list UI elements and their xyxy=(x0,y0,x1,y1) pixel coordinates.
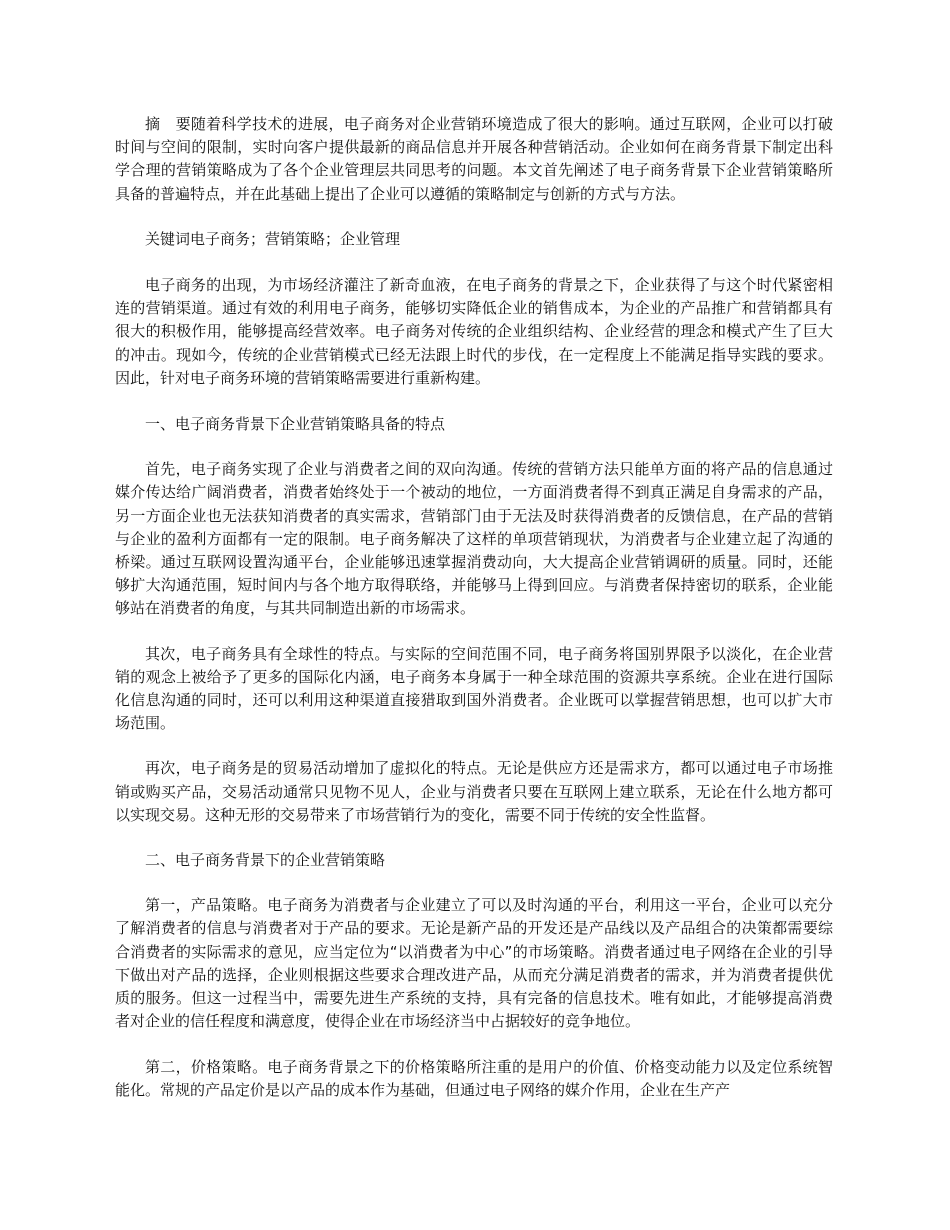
body-paragraph-3: 再次，电子商务是的贸易活动增加了虚拟化的特点。无论是供应方还是需求方，都可以通过电子市场推销或购买产品，交易活动通常只见物不见人，企业与消费者只要在互联网上建立联系，无论在什么地方都可以实现交易。这种无形的交易带来了市场营销行为的变化，需要不同于传统的安全性监督。 xyxy=(115,759,833,824)
article-body xyxy=(115,113,833,1102)
abstract-paragraph: 摘 要随着科学技术的进展，电子商务对企业营销环境造成了很大的影响。通过互联网，企业可以打破时间与空间的限制，实时向客户提供最新的商品信息并开展各种营销活动。企业如何在商务背景下制定出科学合理的营销策略成为了各个企业管理层共同思考的问题。本文首先阐述了电子商务背景下企业营销策略所具备的普遍特点，并在此基础上提出了企业可以遵循的策略制定与创新的方式与方法。 xyxy=(115,115,833,203)
body-paragraph-5: 第二，价格策略。电子商务背景之下的价格策略所注重的是用户的价值、价格变动能力以及定位系统智能化。常规的产品定价是以产品的成本作为基础，但通过电子网络的媒介作用，企业在生产产 xyxy=(115,1057,833,1099)
body-paragraph-4: 第一，产品策略。电子商务为消费者与企业建立了可以及时沟通的平台，利用这一平台，企业可以充分了解消费者的信息与消费者对于产品的要求。无论是新产品的开发还是产品线以及产品组合的决策都需要综合消费者的实际需求的意见，应当定位为“以消费者为中心”的市场策略。消费者通过电子网络在企业的引导下做出对产品的选择，企业则根据这些要求合理改进产品，从而充分满足消费者的需求，并为消费者提供优质的服务。但这一过程当中，需要先进生产系统的支持，具有完备的信息技术。唯有如此，才能够提高消费者对企业的信任程度和满意度，使得企业在市场经济当中占据较好的竞争地位。 xyxy=(115,896,833,1031)
body-paragraph-2: 其次，电子商务具有全球性的特点。与实际的空间范围不同，电子商务将国别界限予以淡化，在企业营销的观念上被给予了更多的国际化内涵，电子商务本身属于一种全球范围的资源共享系统。企业在进行国际化信息沟通的同时，还可以利用这种渠道直接猎取到国外消费者。企业既可以掌握营销思想，也可以扩大市场范围。 xyxy=(115,644,833,733)
section-heading-1: 一、电子商务背景下企业营销策略具备的特点 xyxy=(145,415,446,434)
intro-paragraph: 电子商务的出现，为市场经济灌注了新奇血液，在电子商务的背景之下，企业获得了与这个时代紧密相连的营销渠道。通过有效的利用电子商务，能够切实降低企业的销售成本，为企业的产品推广和营销都具有很大的积极作用，能够提高经营效率。电子商务对传统的企业组织结构、企业经营的理念和模式产生了巨大的冲击。现如今，传统的企业营销模式已经无法跟上时代的步伐，在一定程度上不能满足指导实践的要求。因此，针对电子商务环境的营销策略需要进行重新构建。 xyxy=(115,276,833,387)
section-heading-2: 二、电子商务背景下的企业营销策略 xyxy=(145,851,386,870)
body-paragraph-1: 首先，电子商务实现了企业与消费者之间的双向沟通。传统的营销方法只能单方面的将产品的信息通过媒介传达给广阔消费者，消费者始终处于一个被动的地位，一方面消费者得不到真正满足自身需求的产品，另一方面企业也无法获知消费者的真实需求，营销部门由于无法及时获得消费者的反馈信息，在产品的营销与企业的盈利方面都有一定的限制。电子商务解决了这样的单项营销现状，为消费者与企业建立起了沟通的桥梁。通过互联网设置沟通平台，企业能够迅速掌握消费动向，大大提高企业营销调研的质量。同时，还能够扩大沟通范围，短时间内与各个地方取得联络，并能够马上得到回应。与消费者保持密切的联系，企业能够站在消费者的角度，与其共同制造出新的市场需求。 xyxy=(115,460,833,618)
keywords-line: 关键词电子商务；营销策略；企业管理 xyxy=(145,229,401,248)
